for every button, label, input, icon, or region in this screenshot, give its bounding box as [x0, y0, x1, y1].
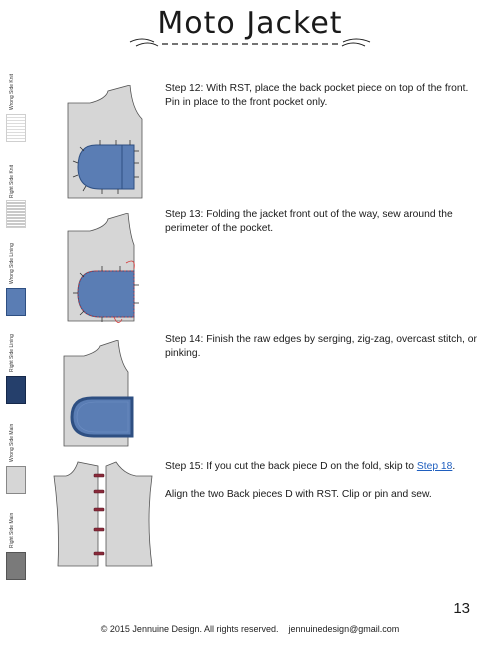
swatch-wrong-side-main: [6, 466, 26, 494]
page-title: Moto Jacket: [157, 6, 343, 41]
title-divider: [128, 36, 373, 52]
step-18-link[interactable]: Step 18: [416, 461, 453, 472]
swatch-wrong-side-lining: [6, 288, 26, 316]
swatch-right-side-lining: [6, 376, 26, 404]
step-15-text: [165, 460, 480, 474]
legend-label-right-side-lining: Right Side Lining: [9, 334, 15, 372]
step-15-illustration: [48, 460, 163, 570]
page-number: 13: [453, 600, 470, 617]
step-15-text-end: .: [452, 461, 456, 472]
step-12-illustration: [60, 85, 150, 200]
step-13-illustration: [62, 213, 152, 325]
step-14-illustration: [58, 340, 148, 450]
footer: [0, 624, 500, 634]
swatch-right-side-main: [6, 552, 26, 580]
step-14-text: Step 14: Finish the raw edges by serging, zig-zag, overcast stitch, or pinking.: [165, 334, 477, 359]
copyright-text: © 2015 Jennuine Design. All rights reserved.: [100, 624, 279, 634]
contact-email: jennuinedesign@gmail.com: [288, 624, 400, 634]
swatch-right-side-knit: [6, 200, 26, 228]
step-13-text: Step 13: Folding the jacket front out of the way, sew around the perimeter of the pocket.: [165, 209, 453, 234]
legend-label-right-side-main: Right Side Main: [9, 512, 15, 548]
legend-label-wrong-side-lining: Wrong Side Lining: [9, 243, 15, 284]
legend-label-right-side-knit: Right Side Knit: [9, 164, 15, 198]
step-12-text: Step 12: With RST, place the back pocket piece on top of the front. Pin in place to the front pocket only.: [165, 83, 469, 108]
legend-label-wrong-side-knit: Wrong Side Knit: [9, 73, 15, 110]
swatch-wrong-side-knit: [6, 114, 26, 142]
legend-label-wrong-side-main: Wrong Side Main: [9, 423, 15, 462]
step-15-text-lead: Step 15: If you cut the back piece D on the fold, skip to: [165, 461, 417, 472]
step-15-instruction: Align the two Back pieces D with RST. Clip or pin and sew.: [165, 489, 432, 500]
